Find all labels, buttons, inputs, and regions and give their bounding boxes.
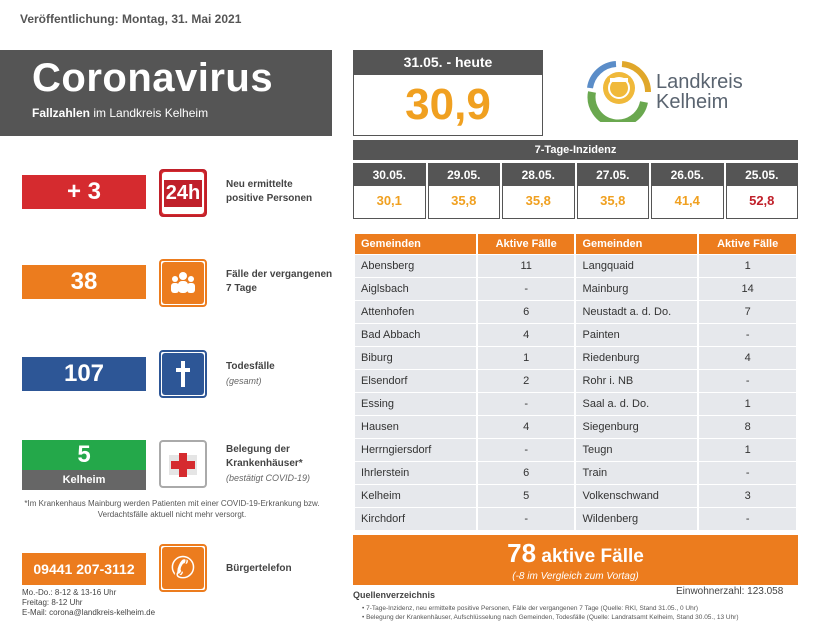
hospital-label1: Belegung der	[226, 444, 290, 455]
municipality-active-cases: 14	[699, 278, 796, 300]
week-cases-label	[226, 268, 332, 296]
municipality-name: Attenhofen	[355, 301, 476, 323]
day-date: 30.05.	[354, 164, 425, 186]
header-active-1: Aktive Fälle	[478, 234, 575, 254]
municipality-active-cases: -	[478, 393, 575, 415]
week-cases-label1: Fälle der vergangenen	[226, 269, 333, 280]
header-gemeinden-1: Gemeinden	[355, 234, 476, 254]
table-row	[355, 485, 796, 507]
municipality-name: Hausen	[355, 416, 476, 438]
municipality-name: Ihrlerstein	[355, 462, 476, 484]
hospital-label	[226, 443, 310, 486]
municipality-name: Elsendorf	[355, 370, 476, 392]
source-item-text: Belegung der Krankenhäuser, Aufschlüsselung nach Gemeinden, Todesfälle (Quelle: Landratsamt Kelheim, Stand 30.05., 13 Uhr)	[366, 614, 739, 621]
table-row	[355, 278, 796, 300]
municipality-active-cases: 4	[478, 416, 575, 438]
table-row	[355, 347, 796, 369]
phone-label: Bürgertelefon	[226, 563, 292, 574]
active-number: 78	[507, 538, 537, 568]
new-cases-label	[226, 178, 312, 206]
municipality-name: Riedenburg	[576, 347, 697, 369]
incidence-value: 30,9	[353, 74, 543, 136]
municipality-active-cases: 1	[699, 255, 796, 277]
table-row	[355, 508, 796, 530]
municipality-name: Wildenberg	[576, 508, 697, 530]
table-row	[355, 370, 796, 392]
table-row	[355, 255, 796, 277]
municipality-active-cases: -	[699, 324, 796, 346]
municipality-name: Rohr i. NB	[576, 370, 697, 392]
municipality-name: Train	[576, 462, 697, 484]
header-active-2: Aktive Fälle	[699, 234, 796, 254]
municipality-name: Abensberg	[355, 255, 476, 277]
hospital-value: 5	[22, 440, 146, 470]
municipality-active-cases: 4	[478, 324, 575, 346]
day-value: 35,8	[525, 193, 551, 208]
group-icon	[159, 259, 207, 307]
source-item: • Belegung der Krankenhäuser, Aufschlüsselung nach Gemeinden, Todesfälle (Quelle: Landratsamt Kelheim, Stand 30.05., 13 Uhr)	[362, 614, 739, 621]
population: Einwohnerzahl: 123.058	[676, 586, 784, 597]
table-row	[355, 301, 796, 323]
municipality-active-cases: 5	[478, 485, 575, 507]
page-title: Coronavirus	[32, 56, 274, 100]
incidence-day	[353, 163, 426, 219]
incidence-day	[502, 163, 575, 219]
municipality-active-cases: -	[699, 508, 796, 530]
hospital-sub: Kelheim	[22, 470, 146, 490]
table-row	[355, 439, 796, 461]
day-value: 52,8	[749, 193, 775, 208]
table-row	[355, 324, 796, 346]
medical-cross-icon	[159, 440, 207, 488]
active-cases-change: (-8 im Vergleich zum Vortag)	[512, 571, 639, 582]
municipality-name: Painten	[576, 324, 697, 346]
municipality-name: Saal a. d. Do.	[576, 393, 697, 415]
municipality-active-cases: 6	[478, 301, 575, 323]
municipality-active-cases: -	[699, 462, 796, 484]
municipality-active-cases: -	[699, 370, 796, 392]
municipality-name: Langquaid	[576, 255, 697, 277]
municipality-active-cases: 2	[478, 370, 575, 392]
subtitle-rest: im Landkreis Kelheim	[90, 106, 209, 120]
municipality-name: Herrngiersdorf	[355, 439, 476, 461]
municipality-name: Volkenschwand	[576, 485, 697, 507]
incidence-day	[577, 163, 650, 219]
deaths-label	[226, 360, 275, 389]
municipality-name: Biburg	[355, 347, 476, 369]
contact-info	[22, 588, 155, 618]
municipality-active-cases: 4	[699, 347, 796, 369]
deaths-label2: (gesamt)	[226, 376, 262, 386]
municipality-active-cases: 1	[699, 439, 796, 461]
contact-hours2: Freitag: 8-12 Uhr	[22, 598, 83, 607]
page-subtitle	[32, 106, 208, 120]
incidence-day	[726, 163, 799, 219]
municipality-name: Bad Abbach	[355, 324, 476, 346]
hospital-label2: Krankenhäuser*	[226, 458, 303, 469]
logo-text	[656, 72, 743, 112]
incidence-day	[651, 163, 724, 219]
incidence-days	[353, 163, 798, 219]
logo-emblem-icon	[586, 58, 652, 122]
municipality-active-cases: 1	[478, 347, 575, 369]
week-cases-value: 38	[22, 265, 146, 299]
24h-icon	[159, 169, 207, 217]
logo-line2: Kelheim	[656, 91, 729, 113]
municipality-name: Kirchdorf	[355, 508, 476, 530]
day-value: 41,4	[674, 193, 700, 208]
incidence-label: 7-Tage-Inzidenz	[353, 140, 798, 160]
source-item: • 7-Tage-Inzidenz, neu ermittelte positive Personen, Fälle der vergangenen 7 Tage (Quelle: RKI, Stand 31.05., 0 Uhr)	[362, 605, 699, 612]
hospital-note: *Im Krankenhaus Mainburg werden Patienten mit einer COVID-19-Erkrankung bzw. Verdachtsfälle aktuell nicht mehr versorgt.	[24, 499, 320, 519]
municipality-active-cases: -	[478, 439, 575, 461]
hospital-label3: (bestätigt COVID-19)	[226, 473, 311, 483]
new-cases-label2: positive Personen	[226, 193, 313, 204]
active-cases-total	[353, 539, 798, 571]
publication-date: Veröffentlichung: Montag, 31. Mai 2021	[20, 12, 242, 26]
sources-list	[362, 604, 739, 622]
new-cases-label1: Neu ermittelte	[226, 179, 293, 190]
municipality-name: Siegenburg	[576, 416, 697, 438]
municipality-name: Kelheim	[355, 485, 476, 507]
day-date: 25.05.	[727, 164, 798, 186]
title-box	[0, 50, 332, 136]
municipality-name: Aiglsbach	[355, 278, 476, 300]
incidence-range: 31.05. - heute	[353, 50, 543, 74]
municipalities-table	[353, 233, 798, 531]
deaths-value: 107	[22, 357, 146, 391]
incidence-day	[428, 163, 501, 219]
municipality-active-cases: 6	[478, 462, 575, 484]
phone-icon: ✆	[159, 544, 207, 592]
day-date: 27.05.	[578, 164, 649, 186]
logo-line1: Landkreis	[656, 71, 743, 93]
deaths-label1: Todesfälle	[226, 361, 275, 372]
municipality-active-cases: 1	[699, 393, 796, 415]
day-date: 28.05.	[503, 164, 574, 186]
day-date: 29.05.	[429, 164, 500, 186]
sources-title: Quellenverzeichnis	[353, 590, 436, 600]
day-value: 35,8	[451, 193, 477, 208]
municipality-name: Mainburg	[576, 278, 697, 300]
week-cases-label2: 7 Tage	[226, 283, 257, 294]
subtitle-bold: Fallzahlen	[32, 106, 91, 120]
active-cases-box	[353, 535, 798, 585]
active-label: aktive Fälle	[536, 546, 644, 567]
municipality-active-cases: -	[478, 508, 575, 530]
municipality-name: Essing	[355, 393, 476, 415]
municipality-active-cases: -	[478, 278, 575, 300]
municipality-name: Neustadt a. d. Do.	[576, 301, 697, 323]
municipality-name: Teugn	[576, 439, 697, 461]
table-row	[355, 462, 796, 484]
source-item-text: 7-Tage-Inzidenz, neu ermittelte positive Personen, Fälle der vergangenen 7 Tage (Quelle: RKI, Stand 31.05., 0 Uhr)	[366, 605, 699, 612]
table-header-row	[355, 234, 796, 254]
municipality-active-cases: 8	[699, 416, 796, 438]
cross-icon	[159, 350, 207, 398]
24h-text: 24h	[164, 180, 202, 207]
contact-email[interactable]: E-Mail: corona@landkreis-kelheim.de	[22, 608, 156, 617]
table-row	[355, 416, 796, 438]
landkreis-logo	[586, 58, 776, 122]
header-gemeinden-2: Gemeinden	[576, 234, 697, 254]
table-row	[355, 393, 796, 415]
day-date: 26.05.	[652, 164, 723, 186]
day-value: 35,8	[600, 193, 626, 208]
municipality-active-cases: 3	[699, 485, 796, 507]
municipality-active-cases: 11	[478, 255, 575, 277]
municipality-active-cases: 7	[699, 301, 796, 323]
phone-number[interactable]: 09441 207-3112	[22, 553, 146, 585]
contact-hours1: Mo.-Do.: 8-12 & 13-16 Uhr	[22, 588, 117, 597]
day-value: 30,1	[376, 193, 402, 208]
new-cases-value: + 3	[22, 175, 146, 209]
